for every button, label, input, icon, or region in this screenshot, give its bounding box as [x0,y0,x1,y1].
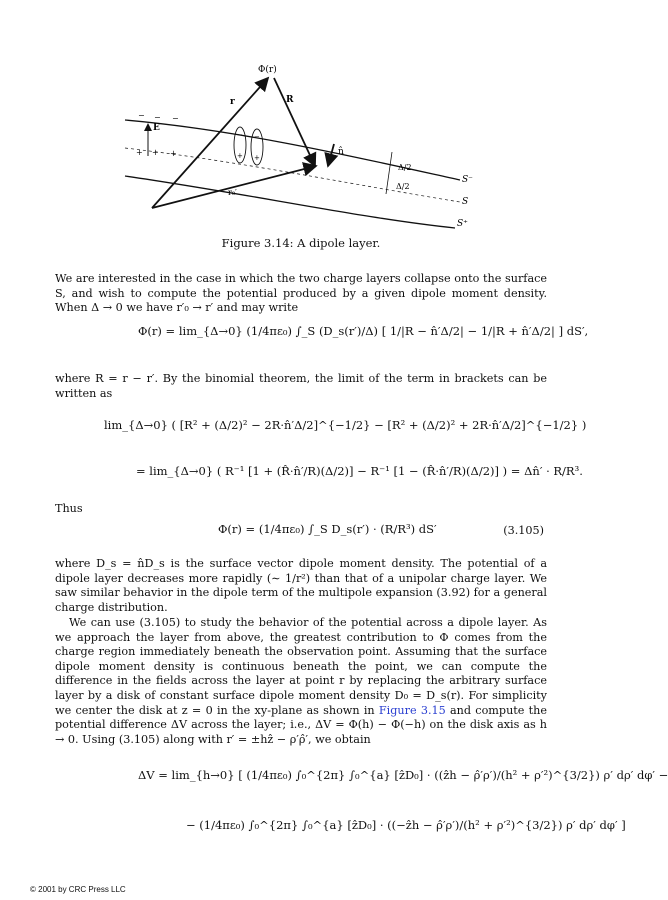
vector-r [152,78,268,208]
paragraph-4-part-1: We can use (3.105) to study the behavior of the potential across a dipole layer. As we approach the layer from above, the greatest contribution to Φ comes from the charge region immediately beneath the observation point. Assuming that the surface dipole moment density is continuous beneath the point, we can compute the difference in the fields across the layer at point r by replacing the arbitrary surface layer by a disk of constant surface dipole moment density D₀ = D_s(r). For simplicity we center the disk at z = 0 in the xy-plane as shown in [55,616,547,717]
ellipse-plus-2: + [254,154,260,162]
vector-r0-prime [152,166,316,208]
ellipse-minus-2: − [254,133,260,141]
paragraph-4-part-2: and compute the potential difference ΔV across the layer; i.e., ΔV = Φ(h) − Φ(−h) on the disk axis as h → 0. Using (3.105) along with r′ = ±hẑ − ρ′ρ̂′, we obtain [55,703,547,746]
phi-label: Φ(r) [258,65,277,75]
normal-arrow [328,144,334,166]
paragraph-4 [55,616,547,747]
s-minus-label: S⁻ [462,175,473,185]
equation-2b: = lim_{Δ→0} ( R⁻¹ [1 + (R̂·n̂′/R)(Δ/2)] − R⁻¹ [1 − (R̂·n̂′/R)(Δ/2)] ) = Δn̂′ · R/R³. [136,464,583,478]
figure-caption: Figure 3.14: A dipole layer. [221,236,381,250]
sign-minus-1: − [138,111,145,120]
delta-half-bottom-label: Δ/2 [396,182,410,191]
n-hat-label: n̂ [338,147,344,157]
sign-minus-3: − [172,114,179,123]
sign-minus-2: − [154,113,161,122]
sign-plus-3: + [170,149,177,158]
copyright-footer: © 2001 by CRC Press LLC [30,885,126,894]
ellipse-plus-1: + [237,152,243,160]
delta-line [386,152,392,194]
r-label: r [230,97,235,107]
equation-4a: ΔV = lim_{h→0} [ (1/4πε₀) ∫₀^{2π} ∫₀^{a} [ẑD₀] · ((ẑh − ρ̂′ρ′)/(h² + ρ′²)^{3/2}) ρ′ dρ′ dφ′ − [138,768,668,782]
sign-plus-1: + [136,148,143,157]
equation-4b: − (1/4πε₀) ∫₀^{2π} ∫₀^{a} [ẑD₀] · ((−ẑh − ρ̂′ρ′)/(h² + ρ′²)^{3/2}) ρ′ dρ′ dφ′ ] [186,818,626,832]
R-label: R [286,95,294,105]
equation-3-number: (3.105) [503,524,544,537]
dipole-layer-figure [110,58,490,238]
equation-1: Φ(r) = lim_{Δ→0} (1/4πε₀) ∫_S (D_s(r′)/Δ) [ 1/|R − n̂′Δ/2| − 1/|R + n̂′Δ/2| ] dS′, [138,324,589,338]
sign-plus-2: + [152,148,159,157]
e-field-label: E [153,123,160,133]
equation-2a: lim_{Δ→0} ( [R² + (Δ/2)² − 2R·n̂′Δ/2]^{−1/2} − [R² + (Δ/2)² + 2R·n̂′Δ/2]^{−1/2} ) [104,418,587,432]
paragraph-3: where D_s = n̂D_s is the surface vector dipole moment density. The potential of a dipole layer decreases more rapidly (∼ 1/r²) than that of a unipolar charge layer. We saw similar behavior in the dipole term of the multipole expansion (3.92) for a general charge distribution. [55,557,547,614]
delta-half-top-label: Δ/2 [398,163,412,172]
r0prime-label: r₀′ [228,188,237,197]
paragraph-2: where R = r − r′. By the binomial theorem, the limit of the term in brackets can be written as [55,372,547,400]
paragraph-1: We are interested in the case in which the two charge layers collapse onto the surface S, and wish to compute the potential produced by a given dipole moment density. When Δ → 0 we have r′₀ → r′ and may write [55,272,547,315]
vector-R [274,78,315,166]
figure-3-15-link[interactable]: Figure 3.15 [378,703,446,717]
s-plus-label: S⁺ [457,219,468,229]
s-label: S [462,197,469,207]
equation-3: Φ(r) = (1/4πε₀) ∫_S D_s(r′) · (R/R³) dS′ [218,522,437,536]
ellipse-minus-1: − [237,131,243,139]
dipole-layer-diagram [110,58,490,238]
thus-label: Thus [55,502,83,515]
